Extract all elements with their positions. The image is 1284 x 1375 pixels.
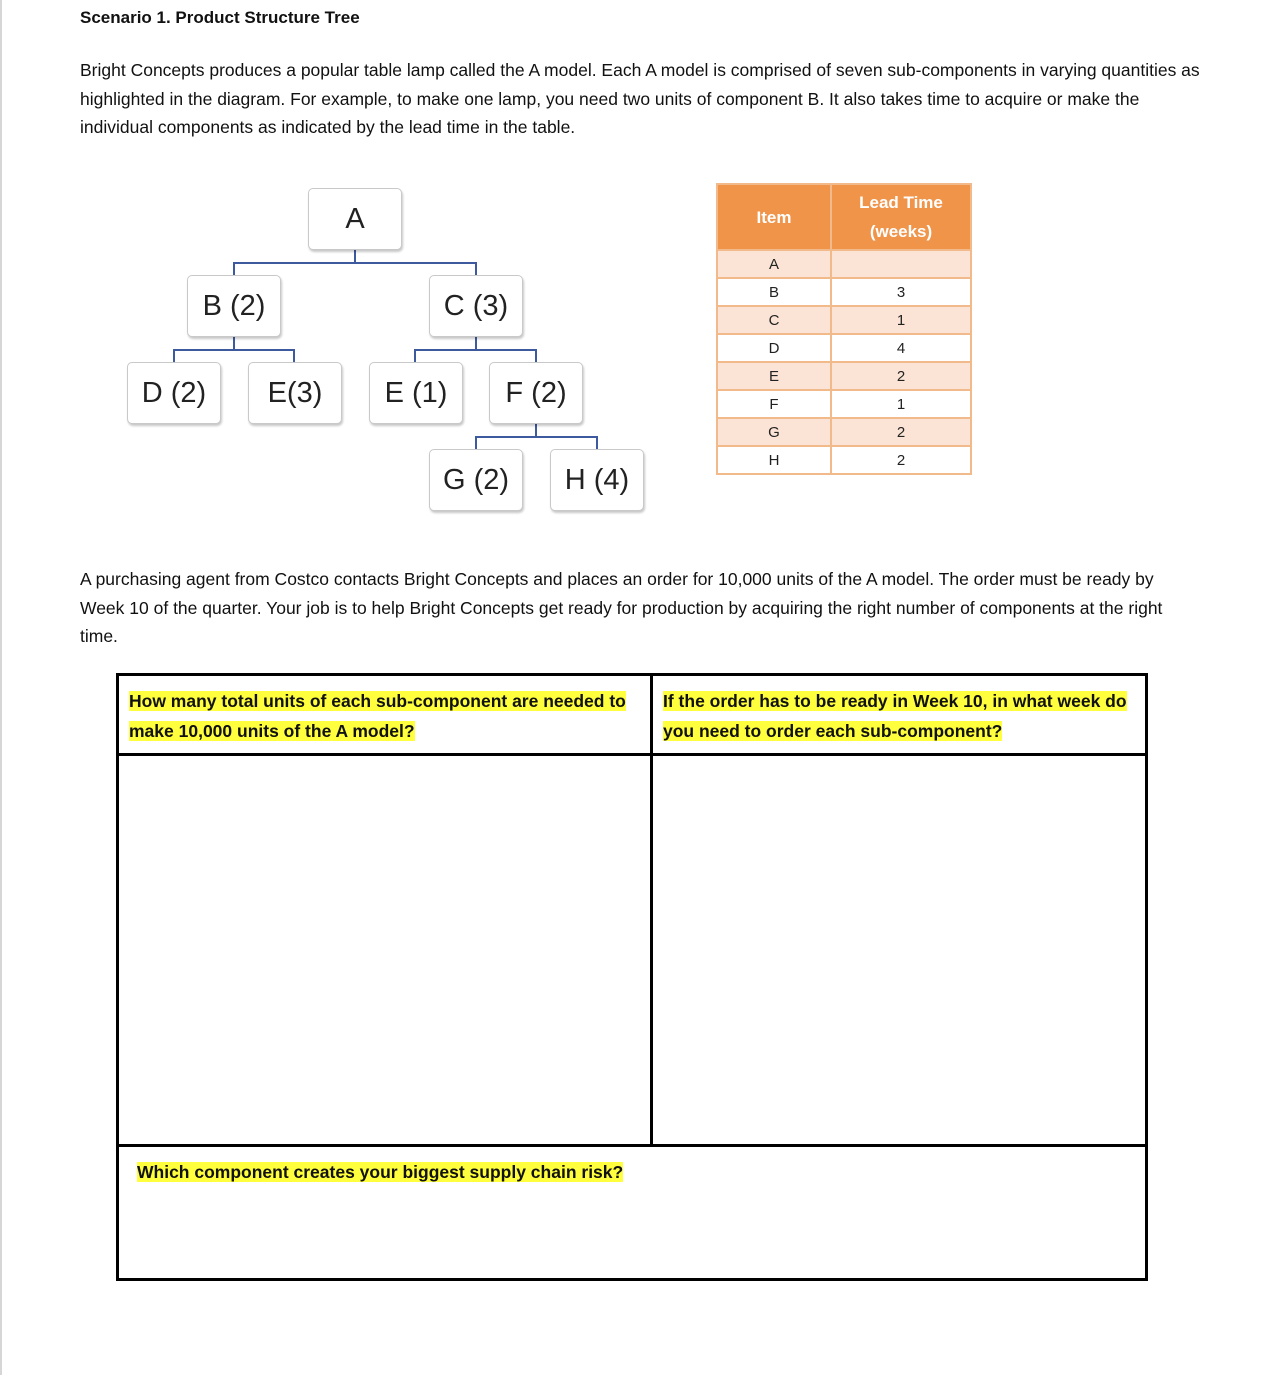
lead-time-header-line2: (weeks) <box>869 222 933 241</box>
lead-time-cell: 2 <box>831 446 971 474</box>
item-header: Item <box>717 184 831 250</box>
tree-node-a: A <box>308 188 402 250</box>
item-cell: F <box>717 390 831 418</box>
answer-3-area[interactable] <box>118 1146 1147 1280</box>
tree-node-e1: E (1) <box>369 362 463 424</box>
tree-connector <box>475 436 598 438</box>
item-cell: C <box>717 306 831 334</box>
answer-2-area[interactable] <box>652 755 1147 1146</box>
lead-time-cell: 4 <box>831 334 971 362</box>
answer-1-area[interactable] <box>118 755 652 1146</box>
table-row <box>717 418 971 446</box>
lead-time-header-row <box>717 184 971 250</box>
table-row <box>717 278 971 306</box>
table-row <box>717 306 971 334</box>
item-cell: G <box>717 418 831 446</box>
answer-worksheet <box>116 673 1148 1281</box>
lead-time-cell: 3 <box>831 278 971 306</box>
item-cell: E <box>717 362 831 390</box>
item-cell: D <box>717 334 831 362</box>
lead-time-cell: 1 <box>831 306 971 334</box>
lead-time-cell: 2 <box>831 362 971 390</box>
item-cell: H <box>717 446 831 474</box>
tree-connector <box>173 349 175 363</box>
tree-node-f: F (2) <box>489 362 583 424</box>
tree-connector <box>233 262 477 264</box>
answer-row <box>118 755 1147 1146</box>
tree-node-b: B (2) <box>187 275 281 337</box>
tree-connector <box>475 436 477 450</box>
table-row <box>717 334 971 362</box>
tree-node-c: C (3) <box>429 275 523 337</box>
lead-time-table <box>716 183 972 475</box>
scenario-paragraph: A purchasing agent from Costco contacts Bright Concepts and places an order for 10,000 units of the A model. The order must be ready by Week 10 of the quarter. Your job is to help Bright Concepts get ready for production by acquiring the right number of components at the right time. <box>80 569 1163 646</box>
lead-time-cell <box>831 250 971 278</box>
item-cell: A <box>717 250 831 278</box>
tree-connector <box>414 349 537 351</box>
document-title: Scenario 1. Product Structure Tree <box>80 8 360 27</box>
tree-connector <box>475 262 477 276</box>
page-edge <box>0 0 2 1375</box>
lead-time-header-line1: Lead Time <box>859 193 943 212</box>
tree-connector <box>173 349 295 351</box>
item-cell: B <box>717 278 831 306</box>
tree-node-h: H (4) <box>550 449 644 511</box>
table-row <box>717 362 971 390</box>
question-3: Which component creates your biggest supply chain risk? <box>137 1162 624 1182</box>
table-row <box>717 446 971 474</box>
question-1-cell <box>118 675 652 755</box>
tree-connector <box>233 262 235 276</box>
question-2: If the order has to be ready in Week 10, in what week do you need to order each sub-component? <box>663 691 1127 741</box>
question-row <box>118 675 1147 755</box>
lead-time-cell: 2 <box>831 418 971 446</box>
tree-connector <box>535 349 537 363</box>
lead-time-cell: 1 <box>831 390 971 418</box>
lead-time-header <box>831 184 971 250</box>
tree-connector <box>596 436 598 450</box>
tree-connector <box>414 349 416 363</box>
tree-node-d: D (2) <box>127 362 221 424</box>
intro-paragraph: Bright Concepts produces a popular table lamp called the A model. Each A model is comprised of seven sub-components in varying quantities as highlighted in the diagram. For example, to make one lamp, you need two units of component B. It also takes time to acquire or make the individual components as indicated by the lead time in the table. <box>80 60 1200 137</box>
tree-node-e3: E(3) <box>248 362 342 424</box>
table-row <box>717 250 971 278</box>
tree-node-g: G (2) <box>429 449 523 511</box>
tree-connector <box>293 349 295 363</box>
table-row <box>717 390 971 418</box>
risk-row <box>118 1146 1147 1280</box>
question-2-cell <box>652 675 1147 755</box>
question-1: How many total units of each sub-component are needed to make 10,000 units of the A model? <box>129 691 626 741</box>
